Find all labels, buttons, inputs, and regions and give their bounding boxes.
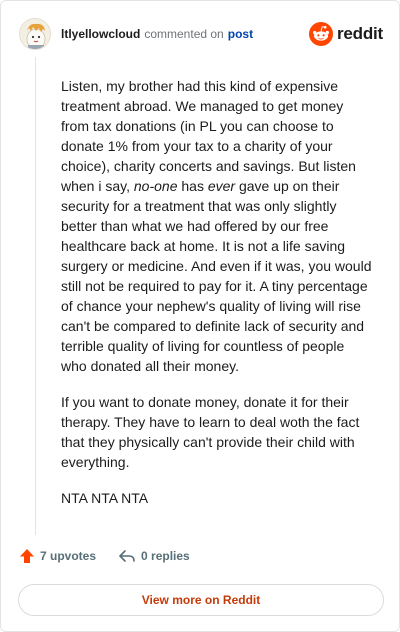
thread-line [35, 57, 36, 535]
upvote-button[interactable] [19, 548, 96, 564]
comment-header [19, 17, 383, 51]
reddit-brand-link[interactable] [309, 22, 383, 46]
upvote-arrow-icon [19, 548, 35, 564]
reply-arrow-icon [118, 548, 136, 564]
emphasis-text: no-one [133, 178, 178, 194]
post-link[interactable]: post [227, 27, 254, 41]
reply-button[interactable] [118, 548, 190, 564]
upvote-count: 7 upvotes [40, 549, 97, 563]
user-avatar[interactable] [19, 18, 51, 50]
comment-body [61, 76, 373, 524]
reply-count: 0 replies [141, 549, 190, 563]
comment-meta [61, 27, 253, 41]
emphasis-text: ever [207, 178, 236, 194]
comment-paragraph [61, 392, 373, 472]
commented-on-text: commented on [144, 27, 224, 41]
comment-text: gave up on their security for a treatment that was only slightly better than what we had offered by our free healthcare back at home. It is not a life saving surgery or medicine. And even if it was, you would still not be required to pay for it. A tiny percentage of chance your nephew's quality of living will rise can't be compared to definite lack of security and terrible quality of living for countless of people who donated all their money. [61, 178, 372, 374]
avatar-icon [20, 19, 51, 50]
view-more-button[interactable]: View more on Reddit [18, 584, 384, 616]
comment-paragraph [61, 488, 373, 508]
reddit-logo-icon [309, 22, 333, 46]
comment-text: NTA NTA NTA [61, 490, 149, 506]
comment-paragraph [61, 76, 373, 376]
reddit-wordmark: reddit [336, 24, 383, 43]
comment-footer [19, 548, 190, 564]
comment-text: has [177, 178, 208, 194]
comment-text: Listen, my brother had this kind of expensive treatment abroad. We managed to get money from tax donations (in PL you can choose to donate 1% from your tax to a charity of your choice), charity concerts and savings. But listen when i say, [61, 78, 356, 194]
username-link[interactable]: ltlyellowcloud [61, 27, 141, 41]
comment-text: If you want to donate money, donate it for their therapy. They have to learn to deal woth the fact that they physically can't provide their child with everything. [61, 394, 360, 470]
